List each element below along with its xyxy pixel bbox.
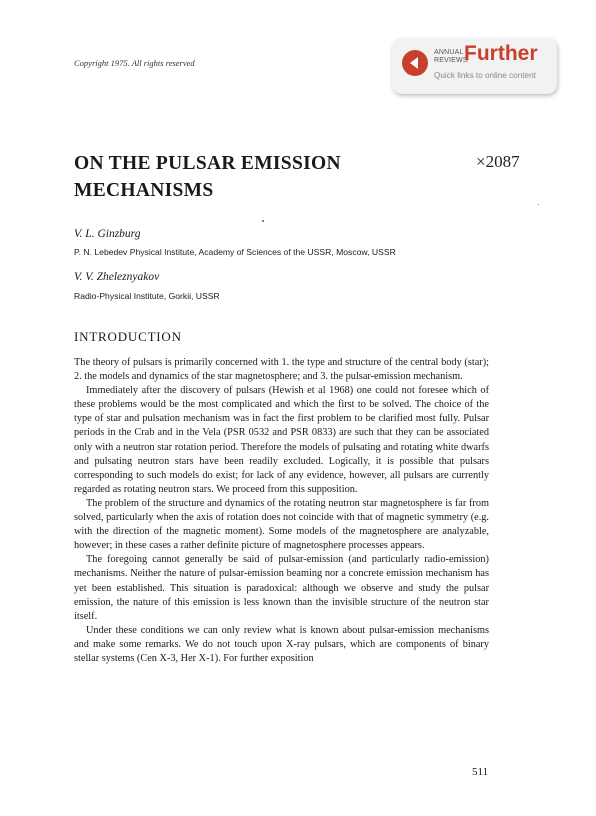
back-arrow-icon xyxy=(402,50,428,76)
paragraph: Under these conditions we can only review what is known about pulsar-emission mechanisms and make some remarks. We do not touch upon X-ray pulsars, which are components of binary stellar systems (Cen X-3, Her X-1). For further exposition xyxy=(74,624,489,664)
paragraph: The theory of pulsars is primarily concerned with 1. the type and structure of the central body (star); 2. the models and dynamics of the star magnetosphere; and 3. the pulsar-emission mechanism. xyxy=(74,357,489,383)
article-title xyxy=(74,150,341,204)
annual-text: ANNUAL xyxy=(434,49,464,56)
reviews-text: REVIEWS xyxy=(434,56,468,64)
further-subtitle: Quick links to online content xyxy=(434,71,536,80)
speck xyxy=(538,204,539,205)
annual-reviews-further-button[interactable] xyxy=(392,38,557,94)
title-line-1: ON THE PULSAR EMISSION xyxy=(74,153,341,174)
author-affiliation: P. N. Lebedev Physical Institute, Academy of Sciences of the USSR, Moscow, USSR xyxy=(74,247,396,257)
paragraph: Immediately after the discovery of pulsars (Hewish et al 1968) one could not foresee which of these problems would be the most complicated and which the first to be solved. The choice of the type of star and pulsation mechanism was in fact the first problem to be clarified most fully. Pulsar periods in the Crab and in the Vela (PSR 0532 and PSR 0833) are such that they can be associated only with a neutron star rotation period. Therefore the models of pulsating and rotating white dwarfs and pulsating neutron stars have been readily excluded. Logically, it is possible that pulsars corresponding to such models do exist; for lack of any evidence, however, all pulsars are currently regarded as rotating neutron stars. We proceed from this supposition. xyxy=(74,385,489,495)
author-name: V. L. Ginzburg xyxy=(74,228,141,240)
annual-reviews-label xyxy=(434,49,468,64)
further-logo-text: Further xyxy=(464,42,538,65)
body-text xyxy=(74,356,489,666)
article-code: ×2087 xyxy=(476,152,520,171)
title-line-2: MECHANISMS xyxy=(74,180,214,201)
copyright-notice: Copyright 1975. All rights reserved xyxy=(74,58,195,68)
section-heading: INTRODUCTION xyxy=(74,329,182,344)
author-name: V. V. Zheleznyakov xyxy=(74,271,160,283)
page-number: 511 xyxy=(472,766,489,778)
paragraph: The problem of the structure and dynamics of the rotating neutron star magnetosphere is far from solved, particularly when the axis of rotation does not coincide with that of magnetic symmetry (e.g. with the direction of the magnetic moment). Some models of the magnetosphere are analyzable, however; in these cases a rather definite picture of magnetosphere processes appears. xyxy=(74,497,489,552)
author-affiliation: Radio-Physical Institute, Gorkii, USSR xyxy=(74,291,220,301)
paragraph: The foregoing cannot generally be said of pulsar-emission (and particularly radio-emission) mechanisms. Neither the nature of pulsar-emission beaming nor a concrete emission mechanism has yet been established. This situation is paradoxical: although we observe and study the pulsar emission, the nature of this emission is less known than the invisible structure of the neutron star itself. xyxy=(74,554,489,622)
speck xyxy=(262,220,264,222)
